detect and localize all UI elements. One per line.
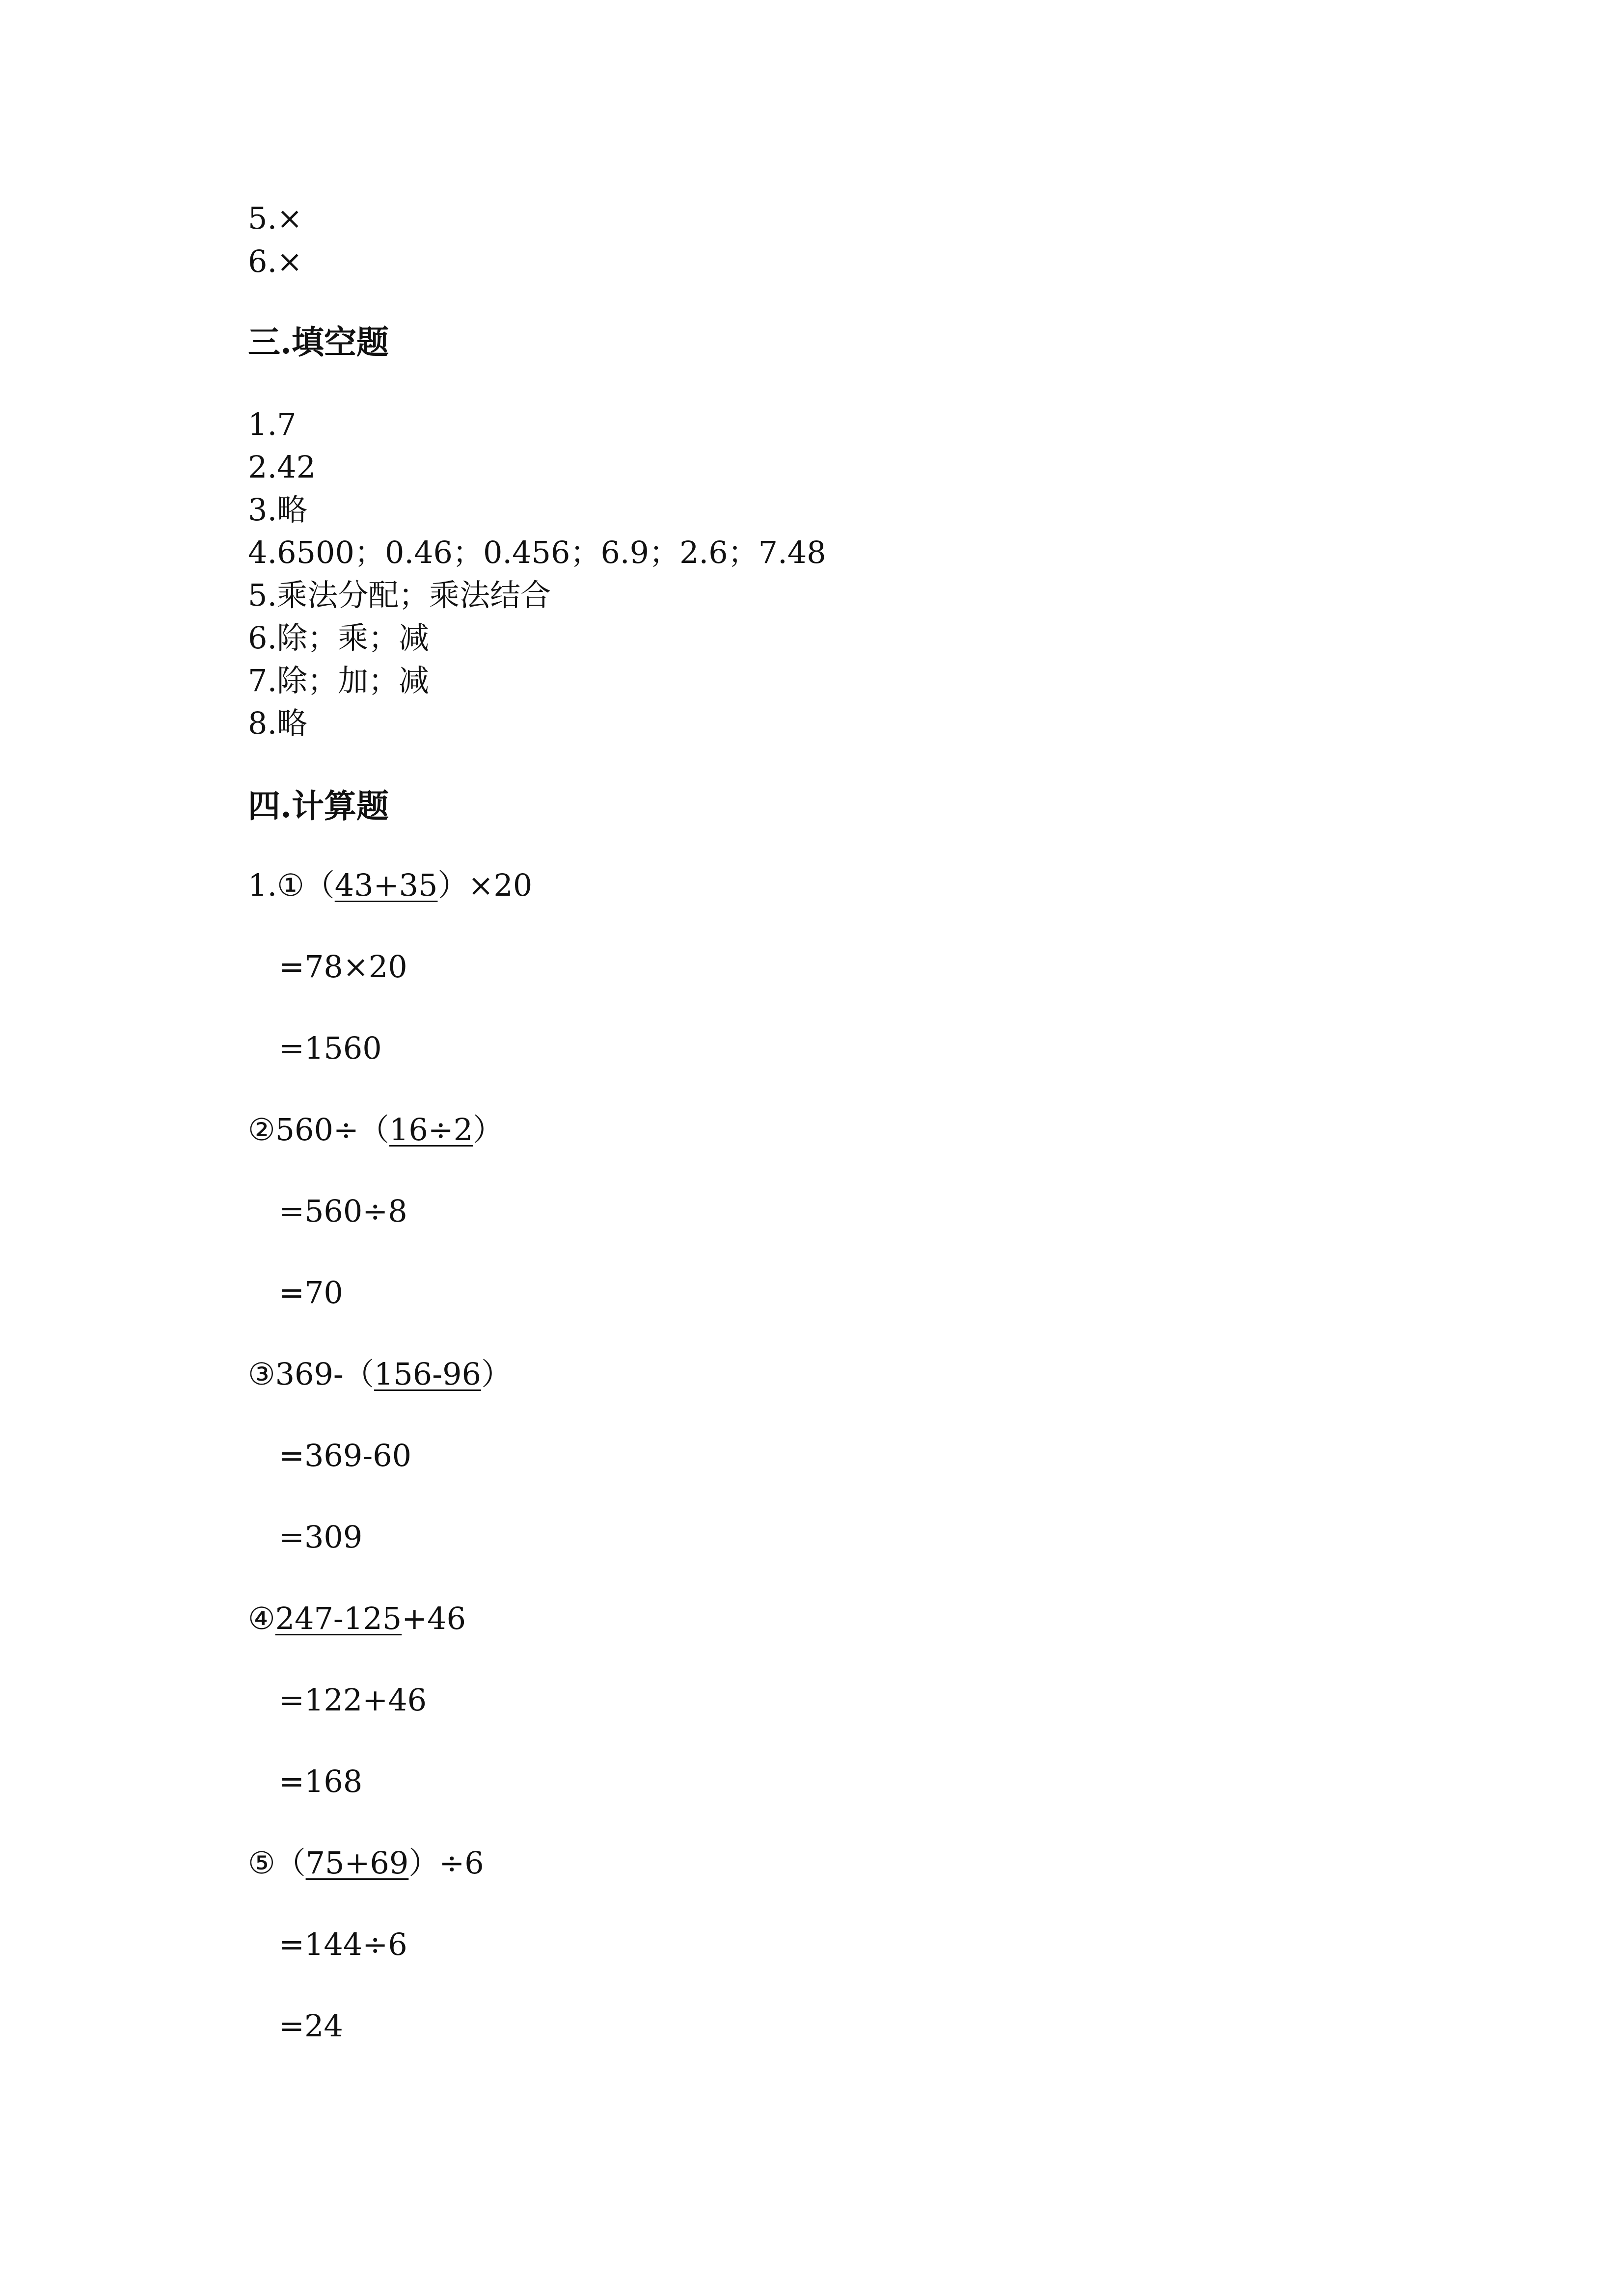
- answer-line: 5.乘法分配；乘法结合: [248, 577, 551, 613]
- expr-underlined: 75+69: [305, 1845, 409, 1881]
- expr-prefix: ⑤（: [248, 1845, 306, 1881]
- expr-suffix: ）: [481, 1356, 512, 1392]
- expr-prefix: ③369-（: [248, 1356, 374, 1392]
- calc-step: =168: [279, 1763, 363, 1799]
- section-heading: 四.计算题: [248, 787, 389, 825]
- calc-expression: [248, 1599, 466, 1638]
- expr-suffix: ）×20: [437, 867, 533, 903]
- section-heading: 三.填空题: [248, 323, 389, 361]
- expr-underlined: 247-125: [275, 1601, 402, 1636]
- calc-expression: [248, 1843, 484, 1883]
- answer-line: 6.除；乘；减: [248, 620, 430, 656]
- calc-step: =369-60: [279, 1438, 412, 1473]
- answer-line: 7.除；加；减: [248, 663, 430, 698]
- expr-suffix: ）÷6: [408, 1845, 484, 1881]
- calc-step: =309: [279, 1519, 363, 1555]
- answer-line: 8.略: [248, 705, 308, 741]
- calc-step: =144÷6: [279, 1926, 407, 1962]
- calc-expression: [248, 1110, 503, 1149]
- expr-suffix: ）: [473, 1112, 504, 1148]
- expr-underlined: 43+35: [334, 867, 438, 903]
- answer-line: 1.7: [248, 406, 297, 442]
- calc-step: =70: [279, 1275, 343, 1310]
- answer-line: 5.×: [248, 200, 303, 236]
- expr-suffix: +46: [402, 1601, 466, 1636]
- answer-line: 6.×: [248, 243, 303, 279]
- expr-prefix: ④: [248, 1601, 275, 1636]
- calc-expression: [248, 866, 532, 905]
- calc-step: =122+46: [279, 1682, 427, 1718]
- calc-step: =560÷8: [279, 1193, 407, 1229]
- calc-step: =78×20: [279, 949, 407, 985]
- expr-underlined: 156-96: [374, 1356, 482, 1392]
- expr-underlined: 16÷2: [389, 1112, 473, 1148]
- answer-line: 3.略: [248, 492, 308, 528]
- calc-expression: [248, 1355, 512, 1394]
- expr-prefix: ②560÷（: [248, 1112, 389, 1148]
- calc-step: =1560: [279, 1030, 382, 1066]
- answer-line: 4.6500；0.46；0.456；6.9；2.6；7.48: [248, 534, 826, 570]
- answer-line: 2.42: [248, 449, 316, 485]
- calc-step: =24: [279, 2008, 343, 2044]
- expr-prefix: 1.①（: [248, 867, 335, 903]
